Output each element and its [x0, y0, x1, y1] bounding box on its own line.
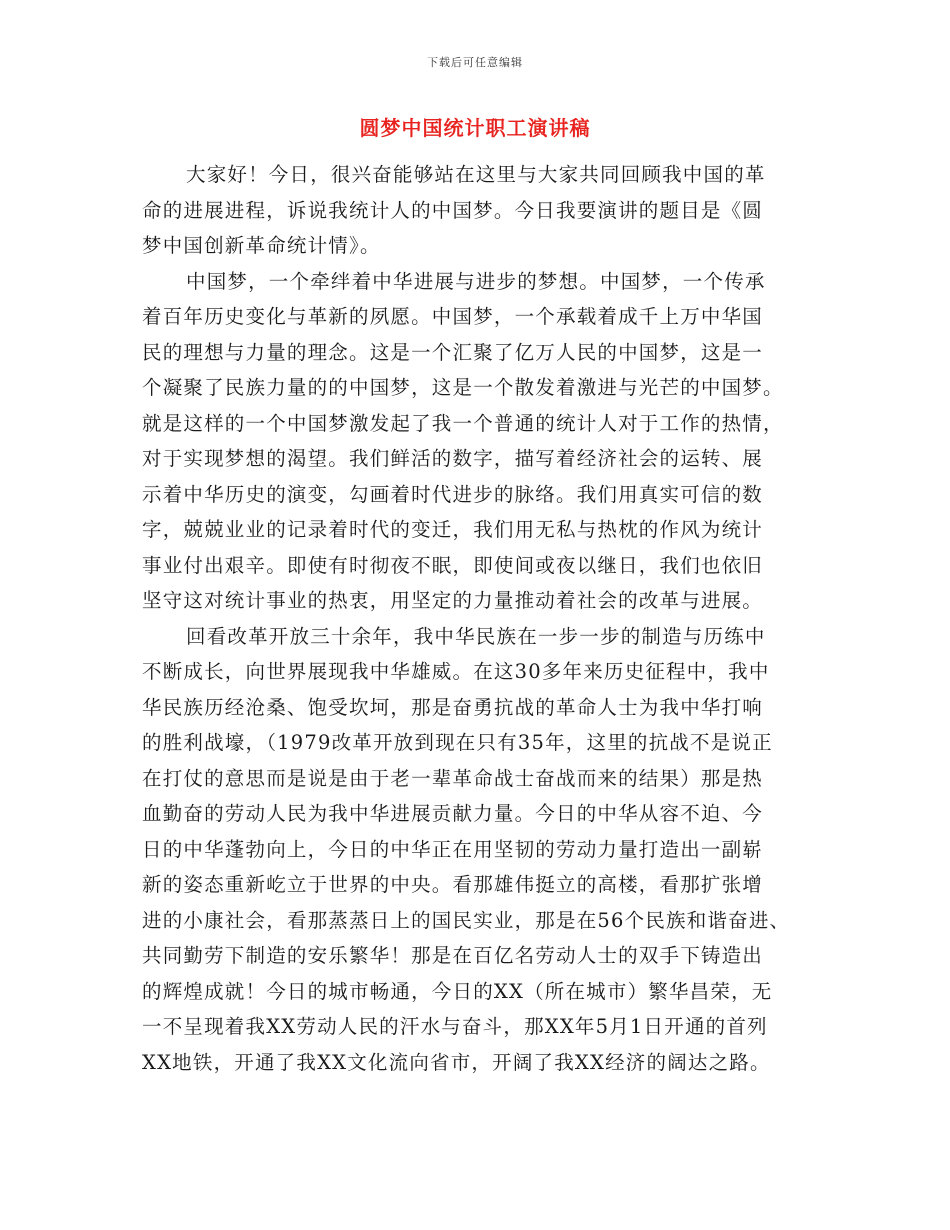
text-line: 进的小康社会，看那蒸蒸日上的国民实业，那是在56个民族和谐奋进、 [142, 908, 791, 932]
text-line: 大家好！今日，很兴奋能够站在这里与大家共同回顾我中国的革 [186, 163, 766, 186]
text-line: 命的进展进程，诉说我统计人的中国梦。今日我要演讲的题目是《圆 [142, 198, 764, 222]
text-line: 坚守这对统计事业的热衷，用坚定的力量推动着社会的改革与进展。 [142, 589, 764, 612]
text-line: 新的姿态重新屹立于世界的中央。看那雄伟挺立的高楼，看那扩张增 [142, 873, 764, 896]
text-line: 示着中华历史的演变，勾画着时代进步的脉络。我们用真实可信的数 [142, 482, 764, 506]
text-line: 字，兢兢业业的记录着时代的变迁，我们用无私与热枕的作风为统计 [142, 518, 764, 541]
text-line: 一不呈现着我XX劳动人民的汗水与奋斗，那XX年5月1日开通的首列 [142, 1015, 768, 1038]
text-line: 就是这样的一个中国梦激发起了我一个普通的统计人对于工作的热情， [142, 411, 784, 435]
text-line: 血勤奋的劳动人民为我中华进展贡献力量。今日的中华从容不迫、今 [142, 802, 764, 825]
text-line: 中国梦，一个牵绊着中华进展与进步的梦想。中国梦，一个传承 [186, 269, 766, 293]
text-line: 个凝聚了民族力量的的中国梦，这是一个散发着激进与光芒的中国梦。 [142, 376, 784, 399]
text-line: 着百年历史变化与革新的夙愿。中国梦，一个承载着成千上万中华国 [142, 305, 764, 328]
document-title: 圆梦中国统计职工演讲稿 [359, 116, 591, 140]
text-line: 华民族历经沧桑、饱受坎坷，那是奋勇抗战的革命人士为我中华打响 [142, 695, 764, 719]
text-line: XX地铁，开通了我XX文化流向省市，开阔了我XX经济的阔达之路。 [142, 1050, 771, 1074]
text-line: 日的中华蓬勃向上，今日的中华正在用坚韧的劳动力量打造出一副崭 [142, 837, 764, 861]
text-line: 对于实现梦想的渴望。我们鲜活的数字，描写着经济社会的运转、展 [142, 447, 764, 470]
text-line: 回看改革开放三十余年，我中华民族在一步一步的制造与历练中 [186, 624, 766, 648]
header-note: 下载后可任意编辑 [427, 56, 523, 69]
document-body [142, 157, 822, 1080]
text-line: 的辉煌成就！今日的城市畅通，今日的XX（所在城市）繁华昌荣，无 [142, 979, 773, 1003]
text-line: 共同勤劳下制造的安乐繁华！那是在百亿名劳动人士的双手下铸造出 [142, 944, 764, 967]
text-line: 的胜利战壕，（1979改革开放到现在只有35年，这里的抗战不是说正 [142, 731, 773, 754]
text-line: 梦中国创新革命统计情》。 [142, 234, 381, 257]
text-line: 事业付出艰辛。即使有时彻夜不眠，即使间或夜以继日，我们也依旧 [142, 553, 764, 577]
text-line: 在打仗的意思而是说是由于老一辈革命战士奋战而来的结果）那是热 [142, 766, 764, 790]
text-line: 不断成长，向世界展现我中华雄威。在这30多年来历史征程中，我中 [142, 660, 770, 683]
text-line: 民的理想与力量的理念。这是一个汇聚了亿万人民的中国梦，这是一 [142, 340, 764, 364]
